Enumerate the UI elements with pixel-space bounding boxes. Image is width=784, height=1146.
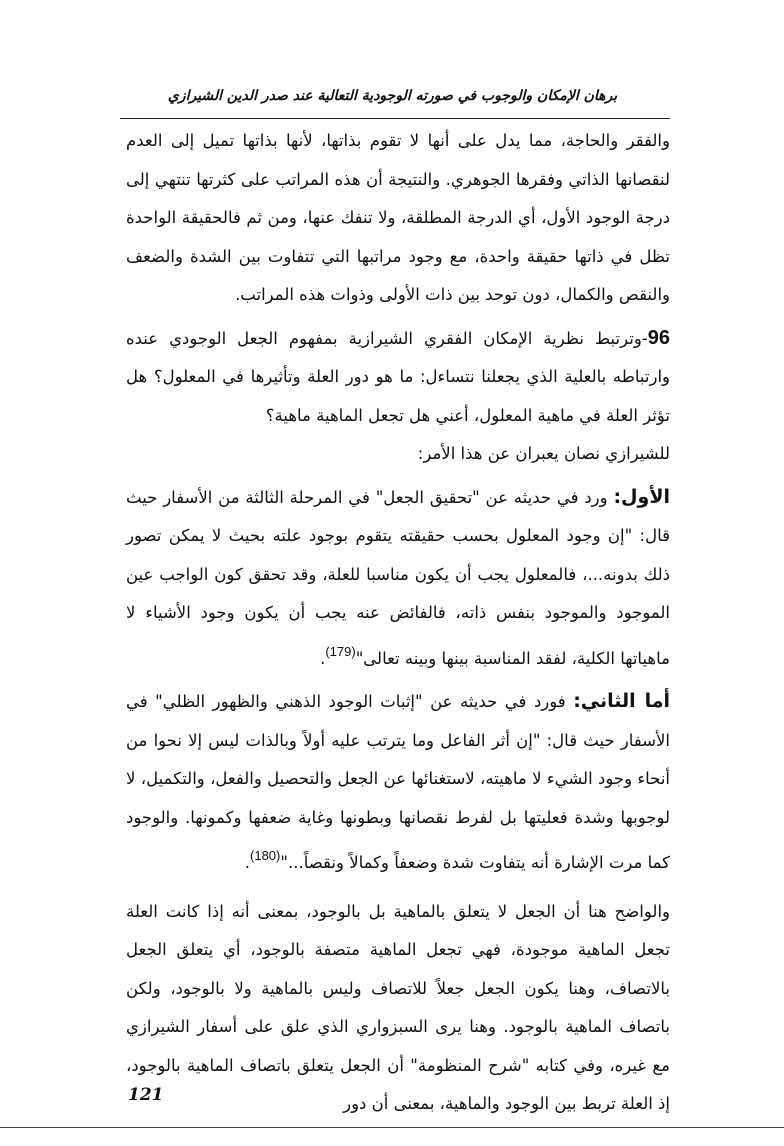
footnote-ref-180: (180) bbox=[250, 848, 281, 863]
paragraph-3-text: للشيرازي نصان يعبران عن هذا الأمر: bbox=[417, 444, 670, 463]
second-text-lead: أما الثاني: bbox=[573, 690, 670, 712]
body-text bbox=[126, 122, 670, 1124]
page-number: 121 bbox=[128, 1085, 164, 1105]
paragraph-1-text: والفقر والحاجة، مما يدل على أنها لا تقوم بذاتها، لأنها بذاتها تميل إلى العدم لنقصانها الذاتي وفقرها الجوهري. والنتيجة أن هذه المراتب على كثرتها تنتهي إلى درجة الوجود الأول، أي الدرجة المطلقة، ولا تنفك عنها، ومن ثم فالحقيقة الواحدة تظل في ذاتها حقيقة واحدة، مع وجود مراتبها التي تتفاوت بين الشدة والضعف والنقص والكمال، دون توحد بين ذات الأولى وذوات هذه المراتب. bbox=[126, 131, 670, 304]
paragraph-5-text: فورد في حديثه عن "إثبات الوجود الذهني والظهور الظلي" في الأسفار حيث قال: "إن أثر الفاعل وما يترتب عليه أولاً وبالذات ليس إلا نحوا من أنحاء وجود الشيء لا ماهيته، لاستغنائها عن الجعل والتحصيل والفعل، والتكميل، لا لوجوبها وشدة فعليتها بل لفرط نقصانها وبطونها وغاية ضعفها وكمونها. والوجود كما مرت الإشارة أنه يتفاوت شدة وضعفاً وكمالاً ونقصاً..." bbox=[126, 692, 670, 872]
first-text-lead: الأول: bbox=[613, 485, 670, 508]
footnote-ref-179: (179) bbox=[325, 643, 356, 659]
paragraph-4: الأول: ورد في حديثه عن "تحقيق الجعل" في المرحلة الثالثة من الأسفار حيث قال: "إن وجود المعلول بحسب حقيقته يتقوم بوجود علته بحيث لا يمكن تصور ذلك بدونه...، فالمعلول يجب أن يكون مناسبا للعلة، وقد تحقق كون الواجب عين الموجود والموجود بنفس ذاته، فالفائض عنه يجب أن يكون وجود الأشياء لا ماهياتها الكلية، لفقد المناسبة بينها وبينه تعالى"$^{(179)}$. bbox=[126, 485, 670, 668]
paragraph-6-text: والواضح هنا أن الجعل لا يتعلق بالماهية بل بالوجود، بمعنى أنه إذا كانت العلة تجعل الماهية موجودة، فهي تجعل الماهية متصفة بالوجود، أي يتعلق الجعل بالاتصاف، وهنا يكون الجعل جعلاً للاتصاف وليس بالماهية ولا بالوجود، ولكن باتصاف الماهية بالوجود. وهنا يرى السبزواري الذي علق على أسفار الشيرازي مع غيره، وفي كتابه "شرح المنظومة" أن الجعل يتعلق باتصاف الماهية بالوجود، إذ العلة تربط بين الوجود والماهية، بمعنى أن دور bbox=[126, 901, 670, 1113]
paragraph-3 bbox=[126, 435, 670, 474]
header-divider bbox=[120, 118, 670, 119]
paragraph-2 bbox=[126, 319, 670, 436]
paragraph-6 bbox=[126, 893, 670, 1124]
paragraph-1 bbox=[126, 122, 670, 315]
paragraph-2-text: -وترتبط نظرية الإمكان الفقري الشيرازية بمفهوم الجعل الوجودي عنده وارتباطه بالعلية الذي يجعلنا نتساءل: ما هو دور العلة وتأثيرها في المعلول؟ هل تؤثر العلة في ماهية المعلول، أعني هل تجعل الماهية ماهية؟ bbox=[126, 328, 670, 425]
paragraph-number: 96 bbox=[647, 326, 670, 349]
paragraph-5: أما الثاني: فورد في حديثه عن "إثبات الوجود الذهني والظهور الظلي" في الأسفار حيث قال: "إن أثر الفاعل وما يترتب عليه أولاً وبالذات ليس إلا نحوا من أنحاء وجود الشيء لا ماهيته، لاستغنائها عن الجعل والتحصيل والفعل، والتكميل، لا لوجوبها وشدة فعليتها بل لفرط نقصانها وبطونها وغاية ضعفها وكمونها. والوجود كما مرت الإشارة أنه يتفاوت شدة وضعفاً وكمالاً ونقصاً..."$^{(180)}$. bbox=[126, 690, 670, 872]
paragraph-4-text: ورد في حديثه عن "تحقيق الجعل" في المرحلة الثالثة من الأسفار حيث قال: "إن وجود المعلول بحسب حقيقته يتقوم بوجود علته بحيث لا يمكن تصور ذلك بدونه...، فالمعلول يجب أن يكون مناسبا للعلة، وقد تحقق كون الواجب عين الموجود والموجود بنفس ذاته، فالفائض عنه يجب أن يكون وجود الأشياء لا ماهياتها الكلية، لفقد المناسبة بينها وبينه تعالى" bbox=[126, 487, 670, 668]
bottom-divider bbox=[0, 1127, 784, 1128]
running-header: برهان الإمكان والوجوب في صورته الوجودية التعالية عند صدر الدين الشيرازي bbox=[167, 88, 618, 104]
